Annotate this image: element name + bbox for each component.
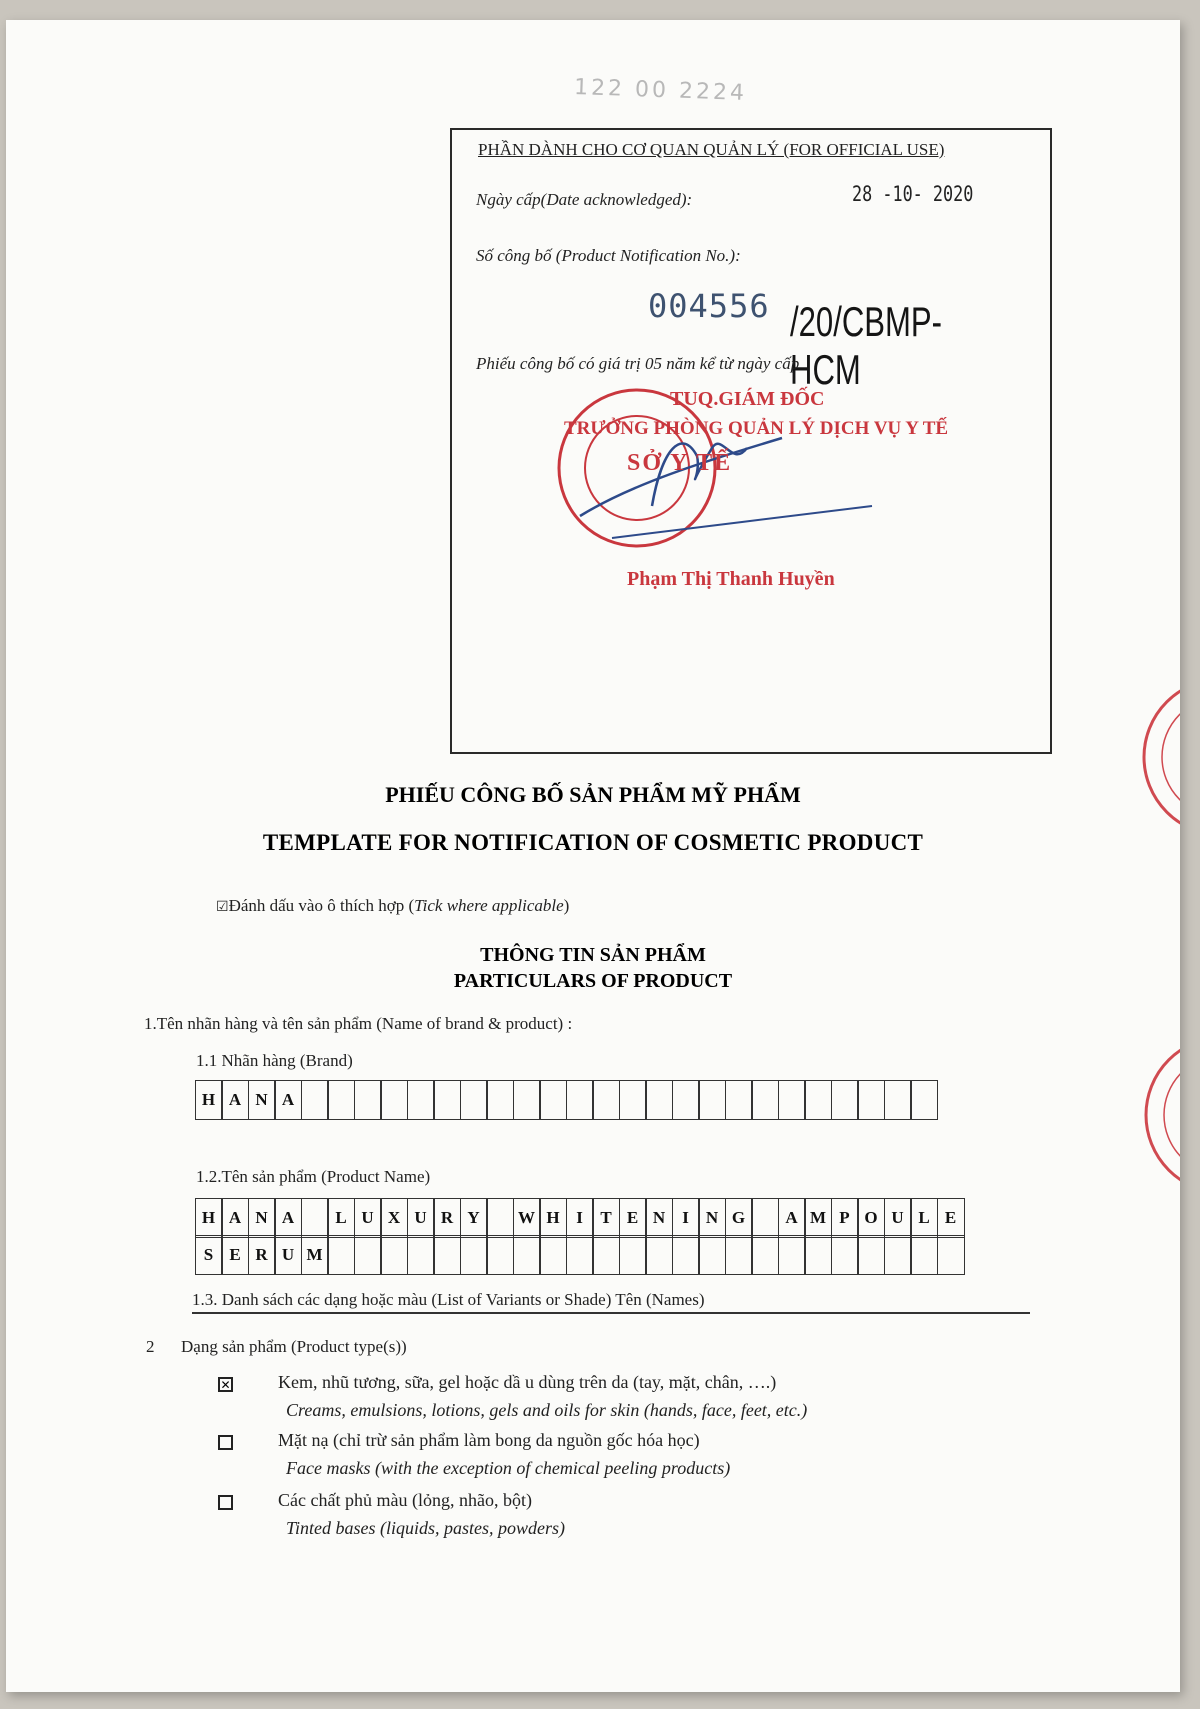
char-box: A: [274, 1198, 302, 1238]
char-box: O: [857, 1198, 885, 1238]
product-type-option-vi: Các chất phủ màu (lỏng, nhão, bột): [278, 1490, 532, 1510]
char-box: Y: [460, 1198, 488, 1238]
form-title-vi: PHIẾU CÔNG BỐ SẢN PHẨM MỸ PHẨM: [385, 782, 801, 807]
char-box: [751, 1080, 779, 1120]
char-box: [884, 1080, 912, 1120]
char-box: [698, 1235, 726, 1275]
section-1-label: 1.Tên nhãn hàng và tên sản phẩm (Name of brand & product) :: [144, 1014, 573, 1033]
char-box: A: [274, 1080, 302, 1120]
char-box: [592, 1235, 620, 1275]
char-box: [672, 1235, 700, 1275]
date-acknowledged-value: 28 -10- 2020: [852, 182, 974, 206]
char-box: U: [884, 1198, 912, 1238]
section-1-3-label: 1.3. Danh sách các dạng hoặc màu (List of Variants or Shade) Tên (Names): [192, 1290, 705, 1309]
official-use-box: [450, 128, 1052, 754]
char-box: [327, 1080, 355, 1120]
char-box: [354, 1080, 382, 1120]
char-box: [460, 1080, 488, 1120]
char-box: [778, 1235, 806, 1275]
char-box: [910, 1235, 938, 1275]
notification-number-stamped: 004556: [648, 287, 770, 325]
char-box: [513, 1080, 541, 1120]
char-box: R: [248, 1235, 276, 1275]
char-box: [910, 1080, 938, 1120]
notification-number-label: Số công bố (Product Notification No.):: [476, 246, 741, 265]
char-box: [433, 1080, 461, 1120]
char-box: [486, 1235, 514, 1275]
char-box: S: [195, 1235, 223, 1275]
checkbox-icon[interactable]: [218, 1435, 233, 1450]
char-box: [407, 1235, 435, 1275]
validity-note: Phiếu công bố có giá trị 05 năm kể từ ngày cấp: [476, 354, 800, 373]
char-box: [433, 1235, 461, 1275]
char-box: N: [698, 1198, 726, 1238]
char-box: [380, 1080, 408, 1120]
product-name-row-1: [196, 1198, 965, 1238]
char-box: A: [221, 1080, 249, 1120]
char-box: [937, 1235, 965, 1275]
document-page: [6, 20, 1180, 1692]
section-1-3-underline: [192, 1312, 1030, 1314]
char-box: [566, 1235, 594, 1275]
char-box: [804, 1235, 832, 1275]
char-box: U: [407, 1198, 435, 1238]
char-box: [380, 1235, 408, 1275]
tick-instruction-close: ): [563, 896, 570, 915]
official-use-title: PHẦN DÀNH CHO CƠ QUAN QUẢN LÝ (FOR OFFICIAL USE): [478, 140, 945, 159]
char-box: [486, 1080, 514, 1120]
product-type-option-en: Tinted bases (liquids, pastes, powders): [286, 1518, 566, 1538]
char-box: E: [221, 1235, 249, 1275]
char-box: [566, 1080, 594, 1120]
signer-name: Phạm Thị Thanh Huyền: [627, 568, 835, 590]
section-2-number: 2: [146, 1337, 155, 1356]
char-box: [645, 1080, 673, 1120]
char-box: [592, 1080, 620, 1120]
particulars-title-vi: THÔNG TIN SẢN PHẨM: [480, 944, 706, 966]
char-box: N: [248, 1198, 276, 1238]
char-box: E: [619, 1198, 647, 1238]
char-box: L: [327, 1198, 355, 1238]
signer-title-2: TRƯỞNG PHÒNG QUẢN LÝ DỊCH VỤ Y TẾ: [564, 418, 949, 439]
char-box: I: [566, 1198, 594, 1238]
char-box: [725, 1080, 753, 1120]
char-box: I: [672, 1198, 700, 1238]
char-box: A: [778, 1198, 806, 1238]
char-box: [857, 1235, 885, 1275]
char-box: [619, 1080, 647, 1120]
char-box: [354, 1235, 382, 1275]
char-box: [460, 1235, 488, 1275]
char-box: N: [645, 1198, 673, 1238]
char-box: [301, 1080, 329, 1120]
brand-char-boxes: [196, 1080, 938, 1120]
particulars-title-en: PARTICULARS OF PRODUCT: [453, 970, 733, 992]
section-2-label: Dạng sản phẩm (Product type(s)): [181, 1337, 407, 1356]
char-box: N: [248, 1080, 276, 1120]
notification-number-suffix: /20/CBMP-HCM: [790, 298, 942, 393]
product-type-option-vi: Kem, nhũ tương, sữa, gel hoặc dầ u dùng trên da (tay, mặt, chân, ….): [278, 1372, 777, 1392]
checkbox-checked-icon[interactable]: ✕: [218, 1377, 233, 1392]
product-type-option-vi: Mặt nạ (chỉ trừ sản phẩm làm bong da nguồn gốc hóa học): [278, 1430, 700, 1450]
char-box: [513, 1235, 541, 1275]
char-box: [831, 1080, 859, 1120]
checked-box-icon: ☑: [216, 899, 229, 915]
tick-instruction: [216, 896, 569, 916]
char-box: P: [831, 1198, 859, 1238]
checkbox-icon[interactable]: [218, 1495, 233, 1510]
char-box: X: [380, 1198, 408, 1238]
char-box: [751, 1198, 779, 1238]
char-box: H: [195, 1198, 223, 1238]
char-box: G: [725, 1198, 753, 1238]
char-box: [619, 1235, 647, 1275]
char-box: [884, 1235, 912, 1275]
char-box: [645, 1235, 673, 1275]
char-box: [672, 1080, 700, 1120]
section-1-2-label: 1.2.Tên sản phẩm (Product Name): [196, 1167, 431, 1186]
char-box: U: [354, 1198, 382, 1238]
char-box: W: [513, 1198, 541, 1238]
edge-stamp-top-icon: [1140, 672, 1180, 842]
form-title-en: TEMPLATE FOR NOTIFICATION OF COSMETIC PRODUCT: [262, 830, 924, 855]
char-box: [857, 1080, 885, 1120]
char-box: [831, 1235, 859, 1275]
char-box: U: [274, 1235, 302, 1275]
char-box: A: [221, 1198, 249, 1238]
signer-title-1: TUQ.GIÁM ĐỐC: [670, 388, 825, 410]
char-box: [725, 1235, 753, 1275]
char-box: T: [592, 1198, 620, 1238]
char-box: M: [804, 1198, 832, 1238]
char-box: M: [301, 1235, 329, 1275]
char-box: [804, 1080, 832, 1120]
char-box: [301, 1198, 329, 1238]
product-name-row-2: [196, 1235, 965, 1275]
tick-instruction-en: Tick where applicable: [414, 896, 564, 915]
char-box: H: [195, 1080, 223, 1120]
char-box: [778, 1080, 806, 1120]
char-box: [327, 1235, 355, 1275]
char-box: [751, 1235, 779, 1275]
section-1-1-label: 1.1 Nhãn hàng (Brand): [196, 1051, 353, 1070]
char-box: [539, 1235, 567, 1275]
product-type-option-en: Creams, emulsions, lotions, gels and oils for skin (hands, face, feet, etc.): [286, 1400, 808, 1420]
char-box: R: [433, 1198, 461, 1238]
date-acknowledged-label: Ngày cấp(Date acknowledged):: [476, 190, 693, 209]
char-box: [698, 1080, 726, 1120]
product-type-option-en: Face masks (with the exception of chemical peeling products): [286, 1458, 731, 1478]
char-box: L: [910, 1198, 938, 1238]
char-box: H: [539, 1198, 567, 1238]
char-box: E: [937, 1198, 965, 1238]
char-box: [407, 1080, 435, 1120]
char-box: [486, 1198, 514, 1238]
edge-stamp-bottom-icon: [1140, 1030, 1180, 1200]
tick-instruction-vi: Đánh dấu vào ô thích hợp (: [228, 896, 415, 915]
seal-center-text: SỞ Y TẾ: [627, 450, 733, 476]
char-box: [539, 1080, 567, 1120]
handwritten-reference-number: 122 00 2224: [573, 74, 748, 107]
